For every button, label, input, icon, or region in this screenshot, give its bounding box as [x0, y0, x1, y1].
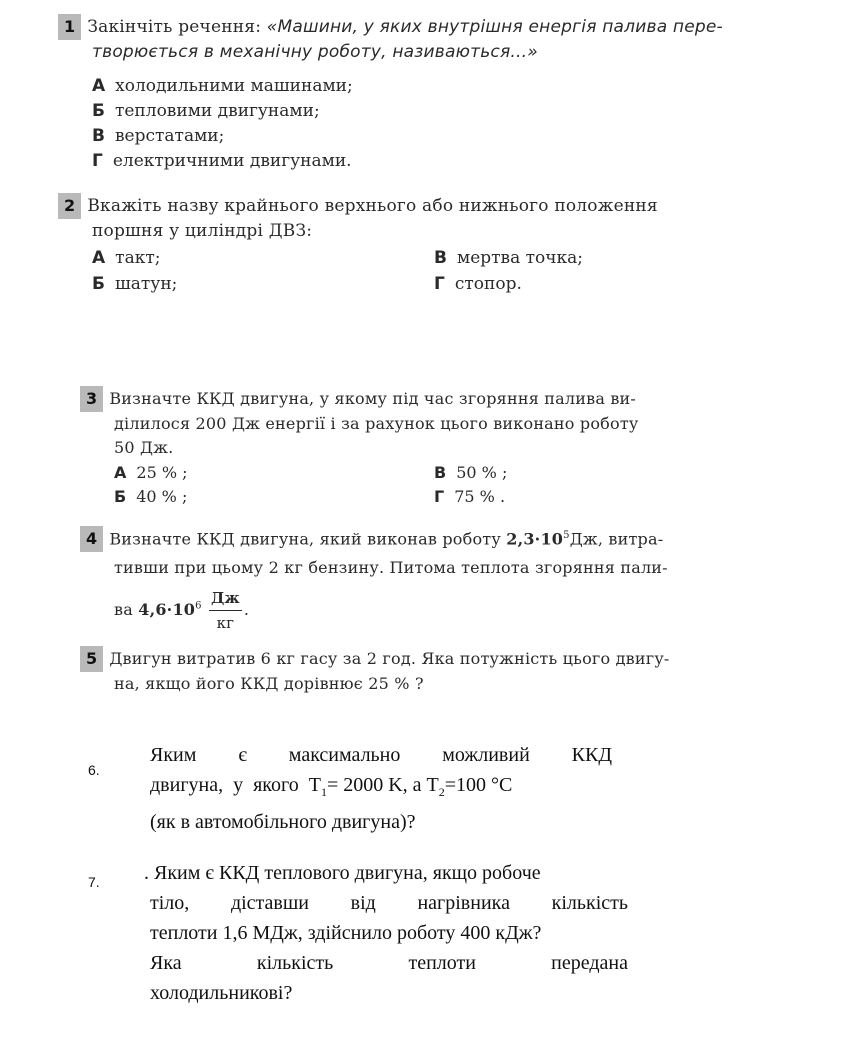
question-number: 5 [80, 646, 103, 672]
question-6: Яким є максимально можливий ККД двигуна, у якого $T_1= 2000$ K, а $T_2=100$ °C (як в автомобільного двигуна)? [150, 744, 612, 833]
question-number: 3 [80, 386, 103, 412]
question-7: . Яким є ККД теплового двигуна, якщо робоче тіло, діставши від нагрівника кількість теплоти 1,6 МДж, здійснило роботу 400 кДж? Яка кількість теплоти передана холодильникові? [144, 862, 628, 1004]
question-4: 4 Визначте ККД двигуна, який виконав роботу $2,3\cdot 10^5Дж$, витра- тивши при цьому 2 кг бензину. Питома теплота згоряння пали- ва $4,6\cdot 10^6$ $\frac{Дж}{кг}$ . [80, 524, 820, 635]
question-5: 5 Двигун витратив 6 кг гасу за 2 год. Яка потужність цього двигу- на, якщо його ККД дорівнює 25 % ? [80, 646, 820, 696]
answer-option: А холодильними машинами; [92, 76, 353, 96]
question-2: 2 Вкажіть назву крайнього верхнього або нижнього положення поршня у циліндрі ДВЗ: [58, 193, 818, 243]
answer-option: В мертва точка; [434, 248, 584, 268]
answer-option: В 50 % ; [434, 463, 508, 482]
answer-option: Г 75 % . [434, 487, 506, 506]
question-number: 2 [58, 193, 81, 219]
question-1: 1 Закінчіть речення: «Машини, у яких внутрішня енергія палива пере- творюється в механічну роботу, називаються...» [58, 14, 798, 64]
answer-option: В верстатами; [92, 126, 225, 146]
answer-option: Б 40 % ; [114, 487, 188, 506]
answer-option: А такт; [92, 248, 161, 268]
question-number: 4 [80, 526, 103, 552]
answer-option: Г стопор. [434, 274, 522, 294]
fraction-unit: $\frac{Дж}{кг}$ [209, 586, 242, 635]
answer-option: Б тепловими двигунами; [92, 101, 320, 121]
answer-option: Г електричними двигунами. [92, 151, 352, 171]
question-number: 6. [88, 762, 100, 778]
answer-option: А 25 % ; [114, 463, 188, 482]
question-1-stem: 1 Закінчіть речення: «Машини, у яких внутрішня енергія палива пере- [58, 14, 798, 40]
question-3: 3 Визначте ККД двигуна, у якому під час згоряння палива ви- ділилося 200 Дж енергії і за рахунок цього виконано роботу 50 Дж. [80, 386, 820, 460]
answer-option: Б шатун; [92, 274, 178, 294]
question-number: 7. [88, 874, 100, 890]
question-number: 1 [58, 14, 81, 40]
